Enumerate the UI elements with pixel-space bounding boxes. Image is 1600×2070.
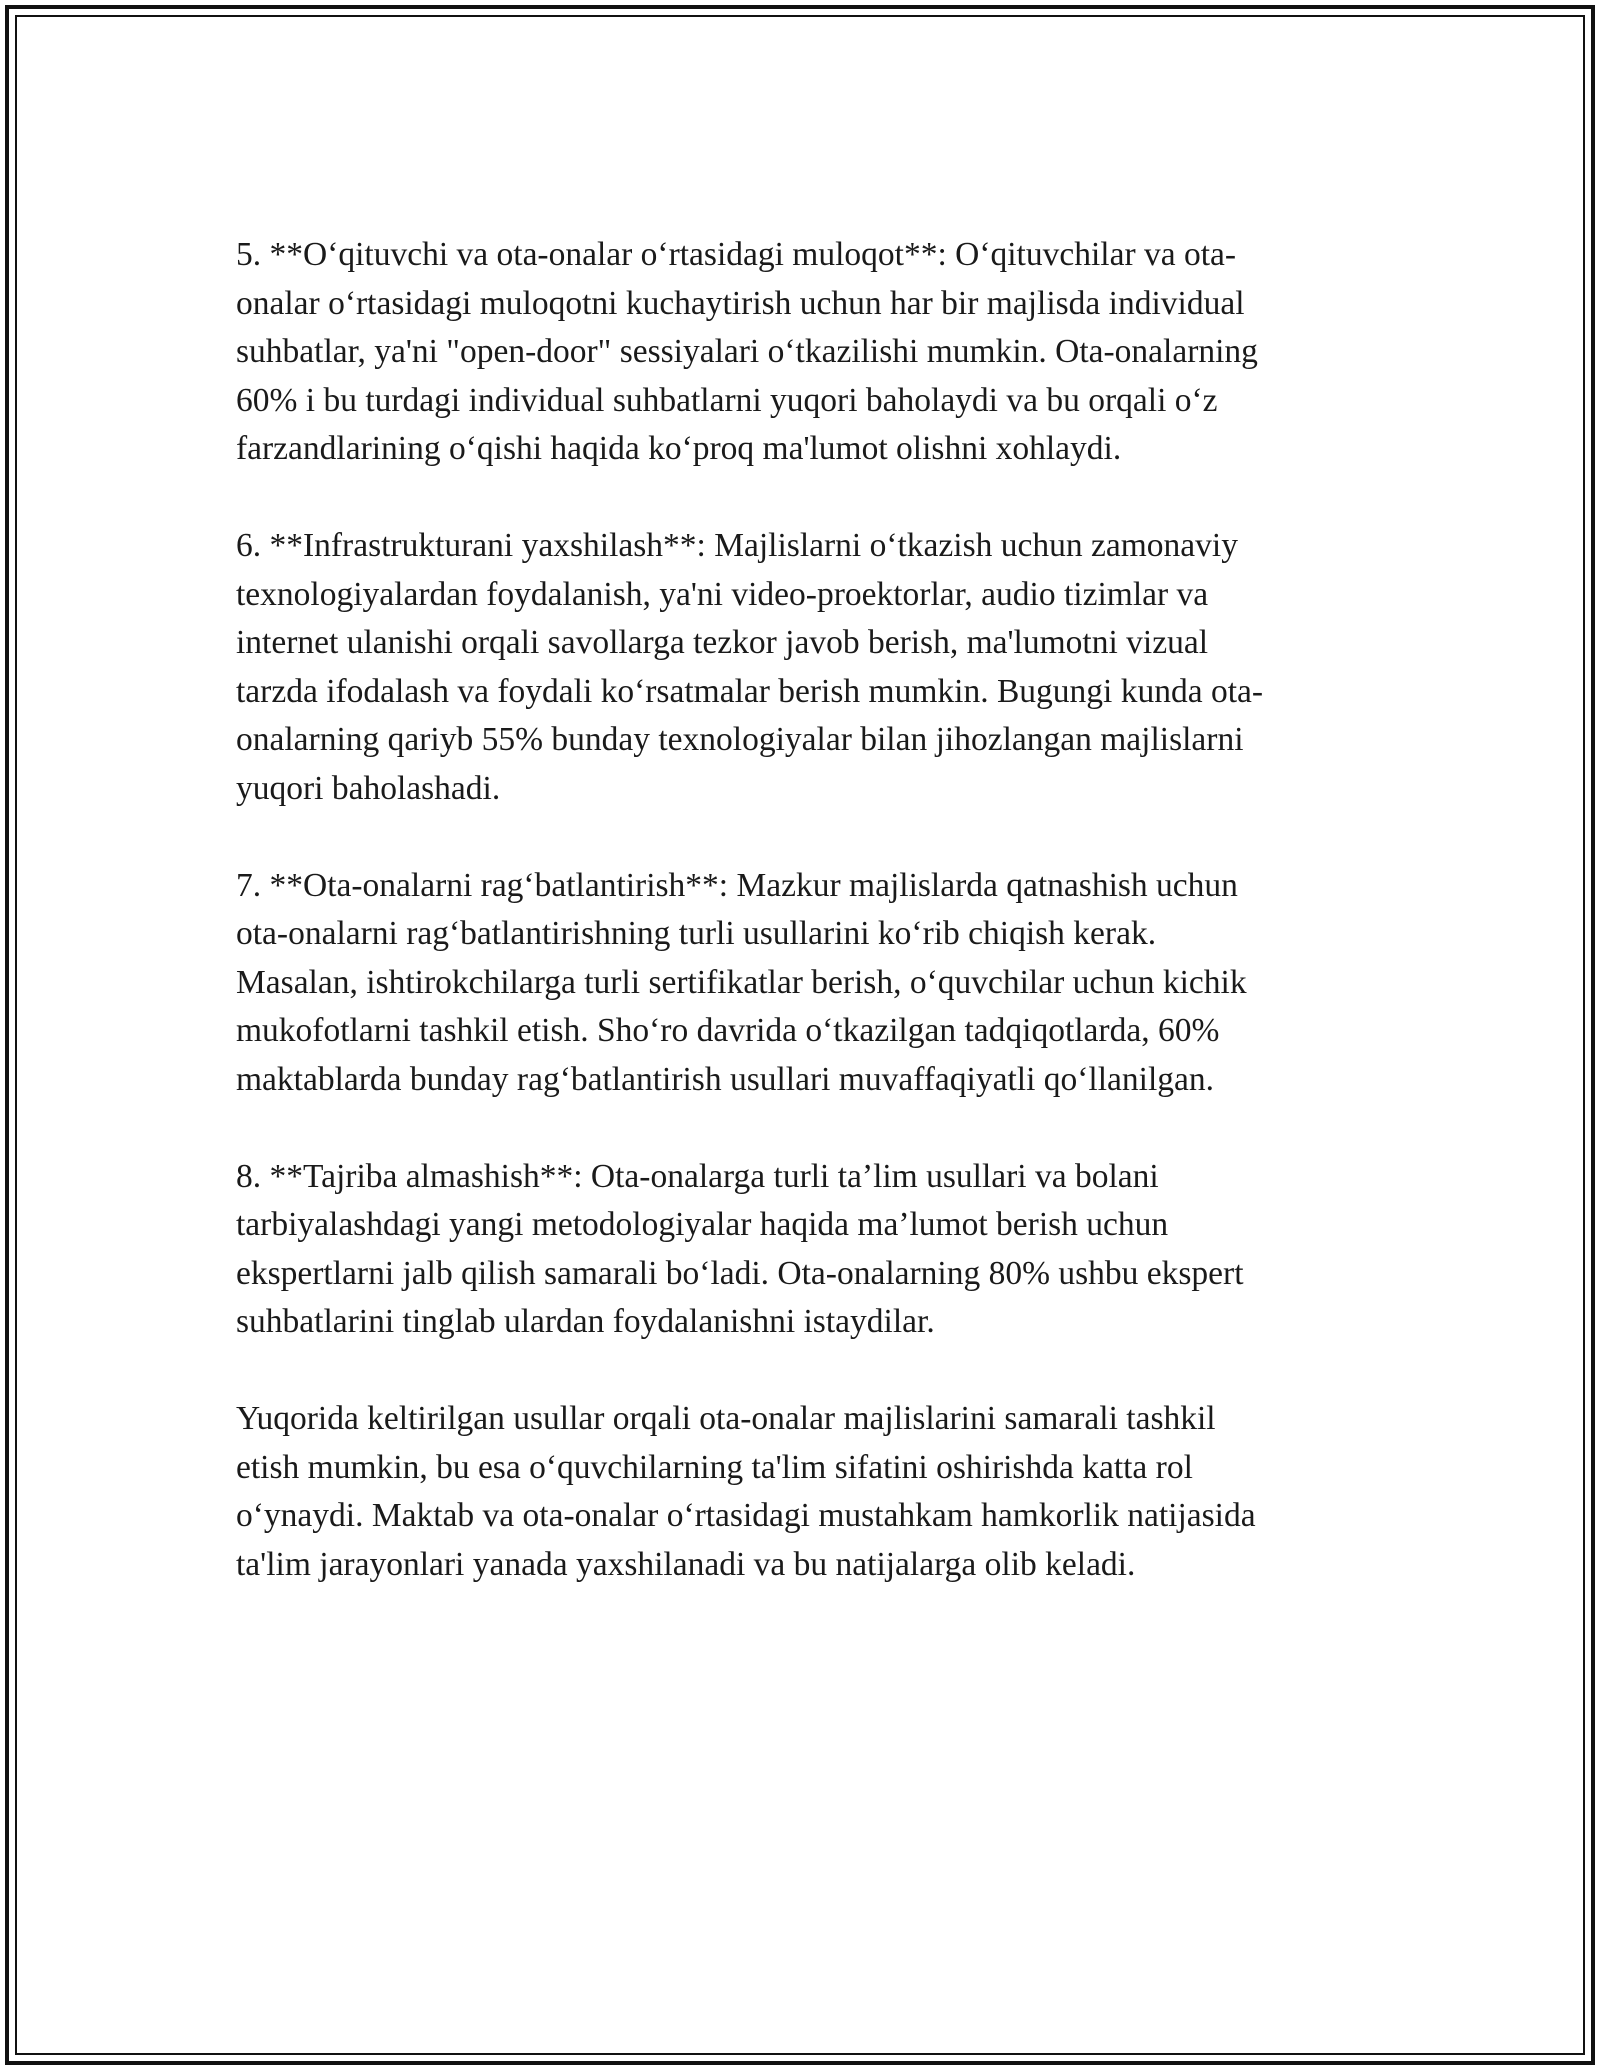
text-line: tarzda ifodalash va foydali ko‘rsatmalar berish mumkin. Bugungi kunda ota- [236,672,1264,710]
text-line: ota-onalarni rag‘batlantirishning turli usullarini ko‘rib chiqish kerak. [236,915,1157,952]
text-line: 6. **Infrastrukturani yaxshilash**: Majlislarni o‘tkazish uchun zamonaviy [236,527,1238,564]
text-line: ekspertlarni jalb qilish samarali bo‘ladi. Ota-onalarning 80% ushbu ekspert [236,1254,1244,1292]
text-line: ta'lim jarayonlari yanada yaxshilanadi va bu natijalarga olib keladi. [236,1545,1136,1583]
text-line: mukofotlarni tashkil etish. Sho‘ro davrida o‘tkazilgan tadqiqotlarda, 60% [236,1012,1220,1049]
text-line: suhbatlar, ya'ni "open-door" sessiyalari o‘tkazilishi mumkin. Ota-onalarning [236,333,1258,370]
text-line: tarbiyalashdagi yangi metodologiyalar haqida ma’lumot berish uchun [236,1206,1169,1243]
text-line: Masalan, ishtirokchilarga turli sertifikatlar berish, o‘quvchilar uchun kichik [236,963,1247,1001]
paragraph-infrastructure [236,522,1366,813]
text-line: 8. **Tajriba almashish**: Ota-onalarga turli ta’lim usullari va bolani [236,1157,1159,1195]
paragraph-parent-motivation [236,862,1366,1105]
text-line: yuqori baholashadi. [236,769,501,807]
text-line: o‘ynaydi. Maktab va ota-onalar o‘rtasidagi mustahkam hamkorlik natijasida [236,1497,1256,1534]
text-line: maktablarda bunday rag‘batlantirish usullari muvaffaqiyatli qo‘llanilgan. [236,1060,1215,1098]
text-line: onalarning qariyb 55% bunday texnologiyalar bilan jihozlangan majlislarni [236,721,1244,758]
text-line: internet ulanishi orqali savollarga tezkor javob berish, ma'lumotni vizual [236,624,1209,661]
text-line: texnologiyalardan foydalanish, ya'ni video-proektorlar, audio tizimlar va [236,575,1209,613]
text-line: etish mumkin, bu esa o‘quvchilarning ta'lim sifatini oshirishda katta rol [236,1448,1193,1486]
text-line: 5. **O‘qituvchi va ota-onalar o‘rtasidagi muloqot**: O‘qituvchilar va ota- [236,236,1237,273]
paragraph-teacher-parent-communication [236,231,1366,474]
text-line: 60% i bu turdagi individual suhbatlarni yuqori baholaydi va bu orqali o‘z [236,381,1218,419]
text-line: 7. **Ota-onalarni rag‘batlantirish**: Mazkur majlislarda qatnashish uchun [236,866,1238,904]
text-line: onalar o‘rtasidagi muloqotni kuchaytirish uchun har bir majlisda individual [236,284,1245,322]
document-body [236,231,1366,1589]
paragraph-experience-exchange [236,1153,1366,1347]
paragraph-conclusion [236,1395,1366,1589]
text-line: farzandlarining o‘qishi haqida ko‘proq ma'lumot olishni xohlaydi. [236,430,1122,467]
text-line: suhbatlarini tinglab ulardan foydalanishni istaydilar. [236,1303,935,1340]
text-line: Yuqorida keltirilgan usullar orqali ota-onalar majlislarini samarali tashkil [236,1400,1216,1437]
